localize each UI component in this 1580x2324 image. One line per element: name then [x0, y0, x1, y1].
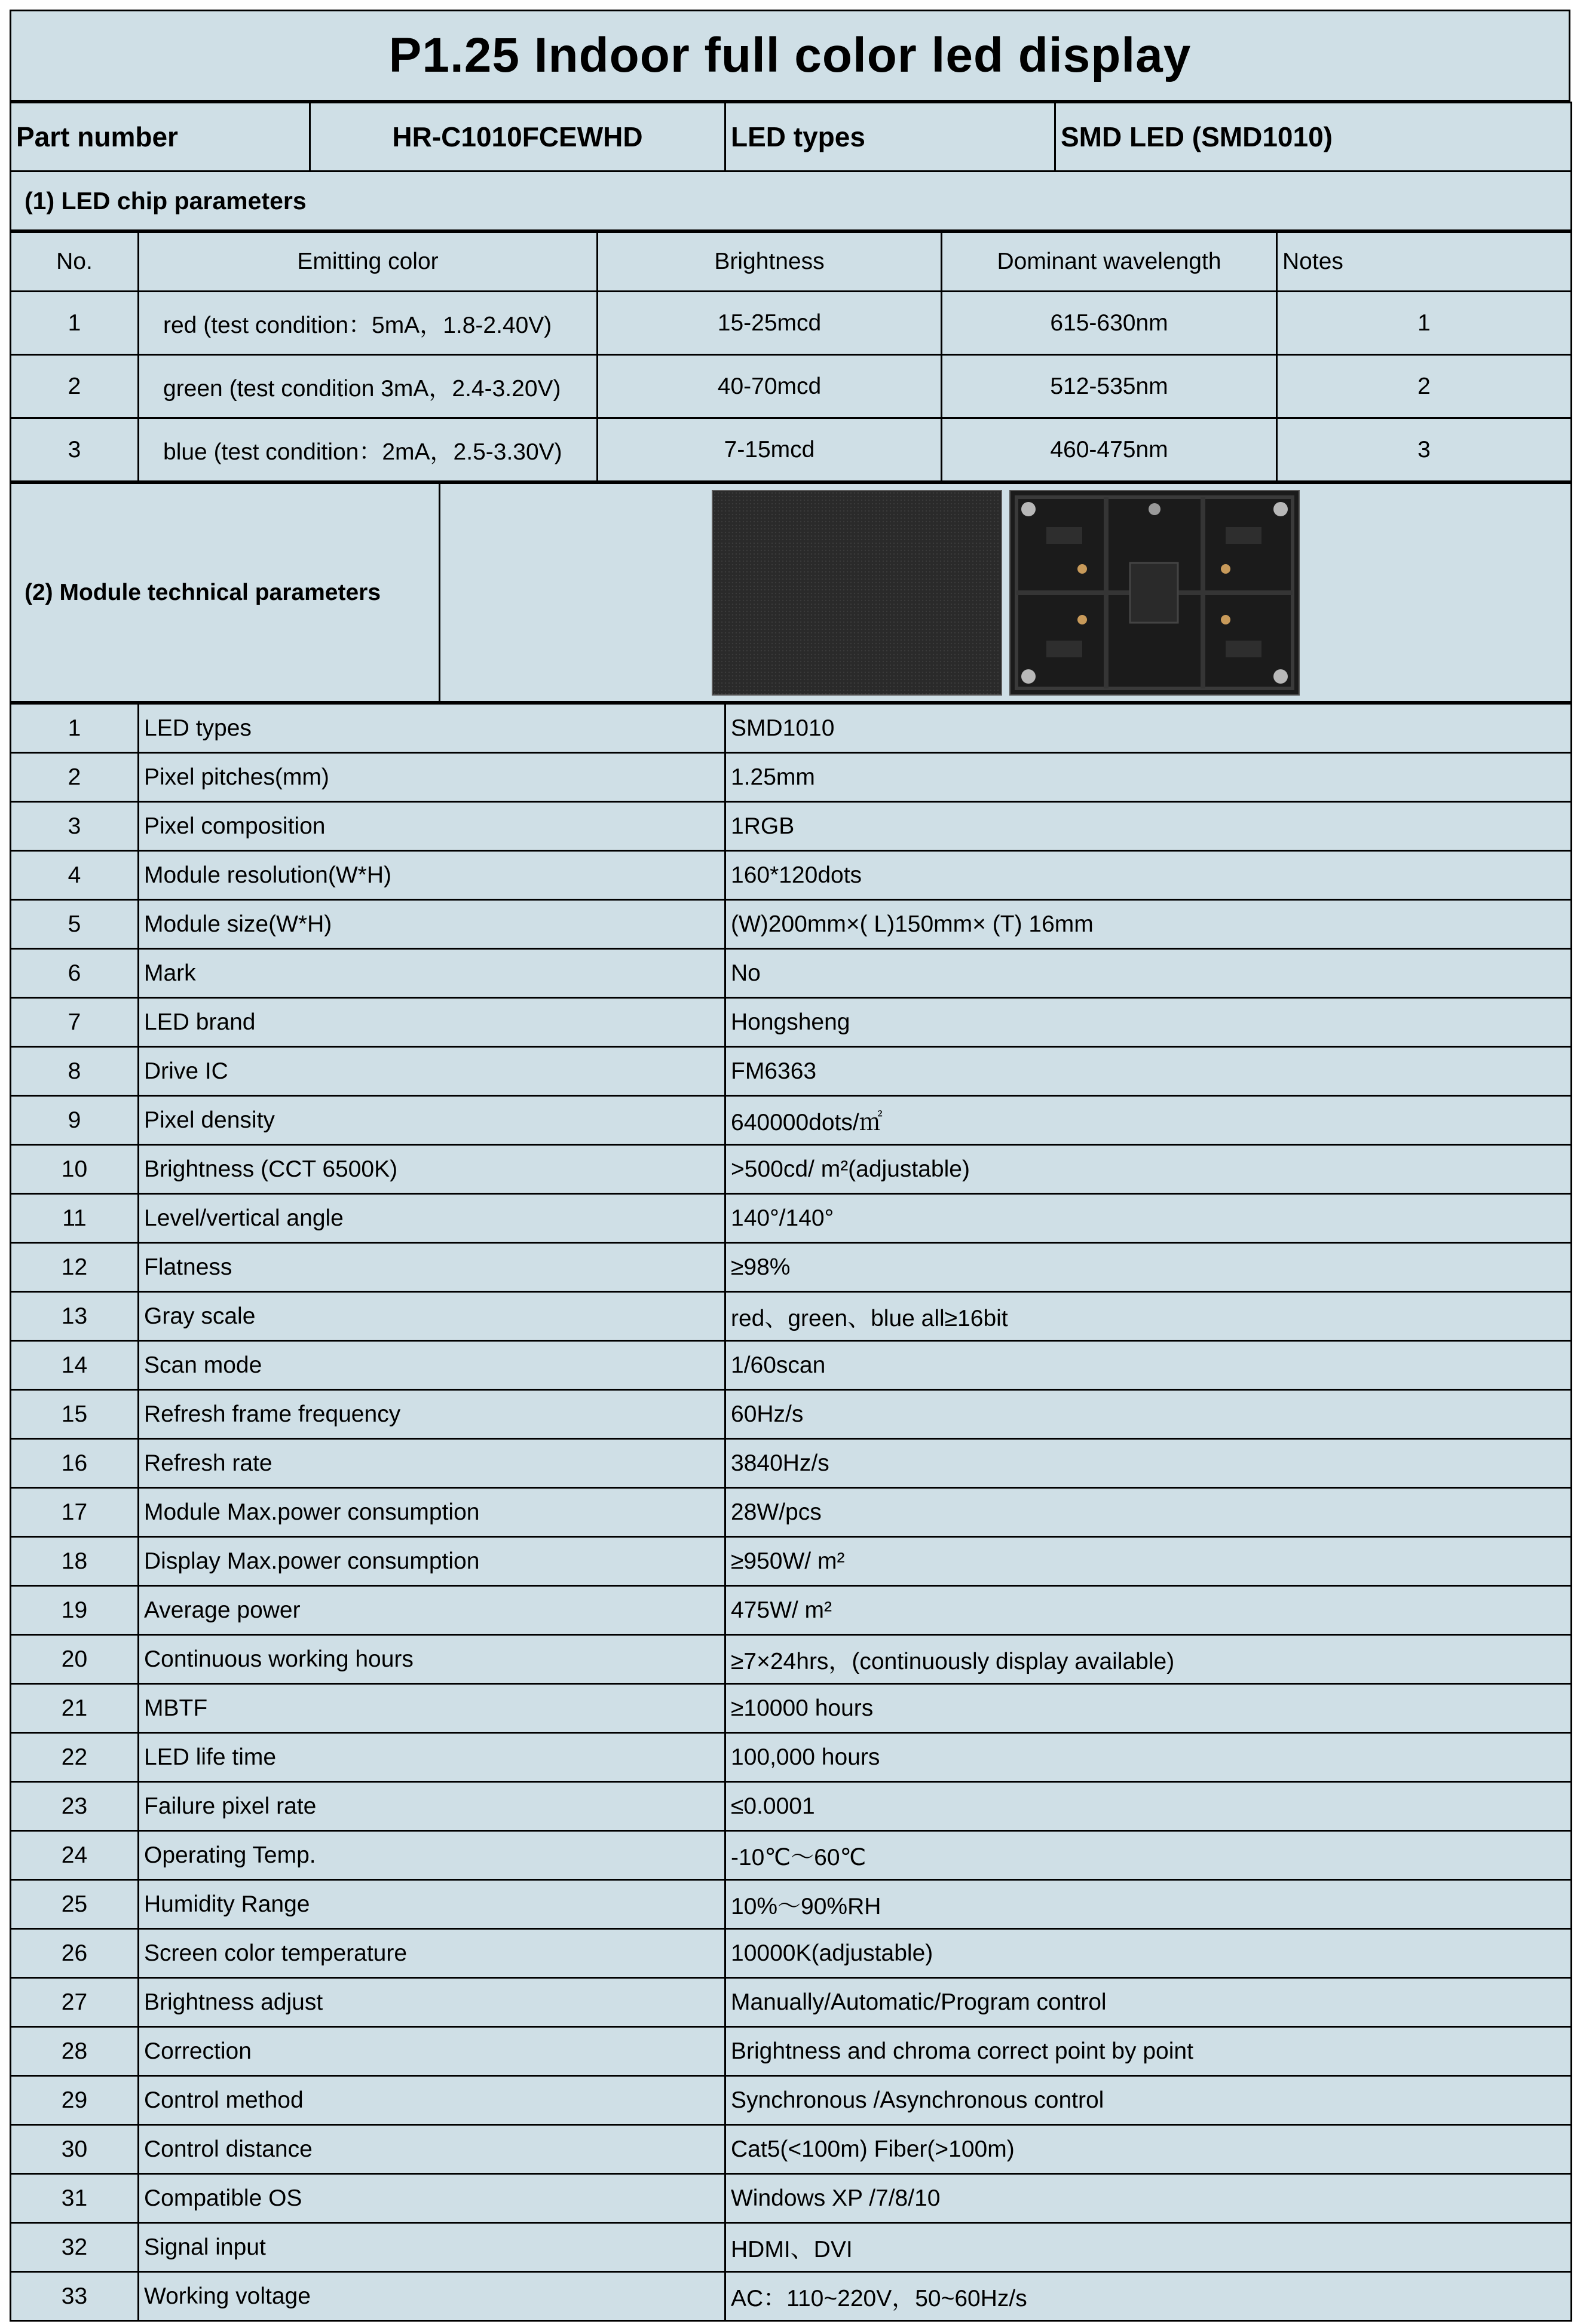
- spec-row: [11, 1978, 1572, 2027]
- spec-name: Working voltage: [139, 2272, 725, 2321]
- spec-name: LED types: [139, 704, 725, 753]
- spec-row: [11, 1831, 1572, 1880]
- chip-col-notes: Notes: [1277, 232, 1572, 292]
- spec-value: 100,000 hours: [725, 1733, 1572, 1782]
- spec-value: SMD1010: [725, 704, 1572, 753]
- spec-value: ≥950W/ m²: [725, 1537, 1572, 1586]
- spec-row: [11, 1488, 1572, 1537]
- spec-value: 28W/pcs: [725, 1488, 1572, 1537]
- spec-sheet: [10, 10, 1570, 2322]
- led-types-label: LED types: [725, 103, 1055, 172]
- spec-row: [11, 1684, 1572, 1733]
- spec-no: 18: [11, 1537, 139, 1586]
- chip-note: 2: [1277, 355, 1572, 418]
- spec-no: 12: [11, 1243, 139, 1292]
- chip-note: 1: [1277, 292, 1572, 355]
- spec-no: 30: [11, 2125, 139, 2174]
- part-number-row: [11, 103, 1572, 172]
- spec-name: Mark: [139, 949, 725, 998]
- spec-row: [11, 900, 1572, 949]
- chip-brightness: 7-15mcd: [598, 418, 942, 482]
- spec-name: Module size(W*H): [139, 900, 725, 949]
- spec-no: 20: [11, 1635, 139, 1684]
- spec-table-body: [11, 704, 1572, 2321]
- spec-value: Windows XP /7/8/10: [725, 2174, 1572, 2223]
- spec-no: 22: [11, 1733, 139, 1782]
- part-number-label: Part number: [11, 103, 310, 172]
- spec-value: 1.25mm: [725, 753, 1572, 802]
- spec-name: Failure pixel rate: [139, 1782, 725, 1831]
- module-section-title: (2) Module technical parameters: [11, 483, 440, 702]
- spec-row: [11, 1390, 1572, 1439]
- spec-value: red、green、blue all≥16bit: [725, 1292, 1572, 1341]
- chip-wavelength: 615-630nm: [942, 292, 1277, 355]
- spec-row: [11, 1341, 1572, 1390]
- spec-value: 640000dots/㎡: [725, 1096, 1572, 1145]
- spec-no: 10: [11, 1145, 139, 1194]
- chip-row: [11, 418, 1572, 482]
- spec-name: Brightness adjust: [139, 1978, 725, 2027]
- module-header-table: [10, 482, 1572, 703]
- spec-no: 31: [11, 2174, 139, 2223]
- chip-col-brightness: Brightness: [598, 232, 942, 292]
- spec-value: ≥7×24hrs，(continuously display available): [725, 1635, 1572, 1684]
- spec-row: [11, 2125, 1572, 2174]
- spec-name: Pixel pitches(mm): [139, 753, 725, 802]
- spec-name: Refresh rate: [139, 1439, 725, 1488]
- spec-value: 1RGB: [725, 802, 1572, 851]
- spec-no: 23: [11, 1782, 139, 1831]
- spec-row: [11, 1782, 1572, 1831]
- spec-value: HDMI、DVI: [725, 2223, 1572, 2272]
- spec-no: 1: [11, 704, 139, 753]
- spec-value: 475W/ m²: [725, 1586, 1572, 1635]
- spec-value: (W)200mm×( L)150mm× (T) 16mm: [725, 900, 1572, 949]
- spec-row: [11, 1292, 1572, 1341]
- spec-no: 33: [11, 2272, 139, 2321]
- spec-name: Brightness (CCT 6500K): [139, 1145, 725, 1194]
- spec-row: [11, 949, 1572, 998]
- chip-no: 1: [11, 292, 139, 355]
- spec-name: Flatness: [139, 1243, 725, 1292]
- spec-value: No: [725, 949, 1572, 998]
- spec-no: 29: [11, 2076, 139, 2125]
- part-number-value: HR-C1010FCEWHD: [310, 103, 725, 172]
- spec-row: [11, 704, 1572, 753]
- spec-name: Operating Temp.: [139, 1831, 725, 1880]
- led-types-value: SMD LED (SMD1010): [1055, 103, 1572, 172]
- spec-row: [11, 1243, 1572, 1292]
- chip-note: 3: [1277, 418, 1572, 482]
- spec-no: 24: [11, 1831, 139, 1880]
- spec-value: Cat5(<100m) Fiber(>100m): [725, 2125, 1572, 2174]
- chip-brightness: 40-70mcd: [598, 355, 942, 418]
- spec-no: 8: [11, 1047, 139, 1096]
- chip-col-wavelength: Dominant wavelength: [942, 232, 1277, 292]
- spec-value: Hongsheng: [725, 998, 1572, 1047]
- spec-value: 160*120dots: [725, 851, 1572, 900]
- chip-row: [11, 292, 1572, 355]
- spec-no: 15: [11, 1390, 139, 1439]
- spec-no: 21: [11, 1684, 139, 1733]
- spec-name: Gray scale: [139, 1292, 725, 1341]
- spec-value: FM6363: [725, 1047, 1572, 1096]
- spec-row: [11, 2174, 1572, 2223]
- module-photos: [445, 484, 1566, 701]
- spec-name: Display Max.power consumption: [139, 1537, 725, 1586]
- spec-row: [11, 2076, 1572, 2125]
- spec-row: [11, 1929, 1572, 1978]
- spec-value: 1/60scan: [725, 1341, 1572, 1390]
- spec-no: 6: [11, 949, 139, 998]
- spec-no: 19: [11, 1586, 139, 1635]
- spec-value: ≥98%: [725, 1243, 1572, 1292]
- chip-wavelength: 512-535nm: [942, 355, 1277, 418]
- module-back-image: [1009, 490, 1300, 696]
- spec-no: 25: [11, 1880, 139, 1929]
- chip-col-color: Emitting color: [139, 232, 598, 292]
- chip-table: [10, 231, 1572, 482]
- page-title: P1.25 Indoor full color led display: [10, 10, 1570, 102]
- spec-no: 13: [11, 1292, 139, 1341]
- chip-row: [11, 355, 1572, 418]
- spec-name: Correction: [139, 2027, 725, 2076]
- chip-section-row: [11, 172, 1572, 231]
- module-photo-cell: [440, 483, 1572, 702]
- spec-name: Refresh frame frequency: [139, 1390, 725, 1439]
- header-table: [10, 102, 1572, 231]
- spec-row: [11, 802, 1572, 851]
- spec-row: [11, 1537, 1572, 1586]
- spec-row: [11, 1047, 1572, 1096]
- spec-row: [11, 1880, 1572, 1929]
- spec-value: 60Hz/s: [725, 1390, 1572, 1439]
- spec-no: 16: [11, 1439, 139, 1488]
- spec-value: 140°/140°: [725, 1194, 1572, 1243]
- spec-no: 7: [11, 998, 139, 1047]
- spec-value: ≤0.0001: [725, 1782, 1572, 1831]
- spec-name: Humidity Range: [139, 1880, 725, 1929]
- spec-row: [11, 1096, 1572, 1145]
- spec-name: Continuous working hours: [139, 1635, 725, 1684]
- spec-name: Screen color temperature: [139, 1929, 725, 1978]
- chip-color: red (test condition：5mA，1.8-2.40V): [139, 292, 598, 355]
- chip-brightness: 15-25mcd: [598, 292, 942, 355]
- spec-no: 2: [11, 753, 139, 802]
- spec-no: 9: [11, 1096, 139, 1145]
- spec-no: 17: [11, 1488, 139, 1537]
- spec-row: [11, 1145, 1572, 1194]
- chip-section-title: (1) LED chip parameters: [11, 172, 1572, 231]
- spec-no: 26: [11, 1929, 139, 1978]
- spec-row: [11, 1635, 1572, 1684]
- spec-row: [11, 1733, 1572, 1782]
- spec-name: Scan mode: [139, 1341, 725, 1390]
- spec-name: MBTF: [139, 1684, 725, 1733]
- spec-row: [11, 2272, 1572, 2321]
- spec-no: 5: [11, 900, 139, 949]
- spec-name: Signal input: [139, 2223, 725, 2272]
- spec-no: 14: [11, 1341, 139, 1390]
- spec-name: Level/vertical angle: [139, 1194, 725, 1243]
- spec-name: Module resolution(W*H): [139, 851, 725, 900]
- spec-value: >500cd/ m²(adjustable): [725, 1145, 1572, 1194]
- spec-name: Control distance: [139, 2125, 725, 2174]
- spec-value: 3840Hz/s: [725, 1439, 1572, 1488]
- spec-no: 11: [11, 1194, 139, 1243]
- spec-value: -10℃～60℃: [725, 1831, 1572, 1880]
- chip-no: 2: [11, 355, 139, 418]
- spec-row: [11, 1439, 1572, 1488]
- spec-name: LED brand: [139, 998, 725, 1047]
- spec-value: Brightness and chroma correct point by point: [725, 2027, 1572, 2076]
- spec-row: [11, 2027, 1572, 2076]
- spec-name: Control method: [139, 2076, 725, 2125]
- spec-value: 10000K(adjustable): [725, 1929, 1572, 1978]
- spec-value: 10%～90%RH: [725, 1880, 1572, 1929]
- spec-value: AC：110~220V，50~60Hz/s: [725, 2272, 1572, 2321]
- chip-color: green (test condition 3mA，2.4-3.20V): [139, 355, 598, 418]
- spec-name: Average power: [139, 1586, 725, 1635]
- module-section-row: [11, 483, 1572, 702]
- spec-no: 32: [11, 2223, 139, 2272]
- spec-name: Module Max.power consumption: [139, 1488, 725, 1537]
- spec-value: ≥10000 hours: [725, 1684, 1572, 1733]
- spec-no: 28: [11, 2027, 139, 2076]
- spec-name: Compatible OS: [139, 2174, 725, 2223]
- spec-name: Drive IC: [139, 1047, 725, 1096]
- spec-row: [11, 1194, 1572, 1243]
- chip-wavelength: 460-475nm: [942, 418, 1277, 482]
- spec-name: LED life time: [139, 1733, 725, 1782]
- chip-col-no: No.: [11, 232, 139, 292]
- spec-no: 27: [11, 1978, 139, 2027]
- spec-row: [11, 2223, 1572, 2272]
- module-front-image: [712, 490, 1002, 696]
- spec-row: [11, 851, 1572, 900]
- spec-row: [11, 753, 1572, 802]
- spec-no: 3: [11, 802, 139, 851]
- chip-column-header: [11, 232, 1572, 292]
- spec-name: Pixel composition: [139, 802, 725, 851]
- spec-row: [11, 1586, 1572, 1635]
- chip-no: 3: [11, 418, 139, 482]
- spec-no: 4: [11, 851, 139, 900]
- spec-name: Pixel density: [139, 1096, 725, 1145]
- spec-row: [11, 998, 1572, 1047]
- chip-color: blue (test condition：2mA，2.5-3.30V): [139, 418, 598, 482]
- spec-value: Synchronous /Asynchronous control: [725, 2076, 1572, 2125]
- spec-value: Manually/Automatic/Program control: [725, 1978, 1572, 2027]
- spec-table: [10, 703, 1572, 2322]
